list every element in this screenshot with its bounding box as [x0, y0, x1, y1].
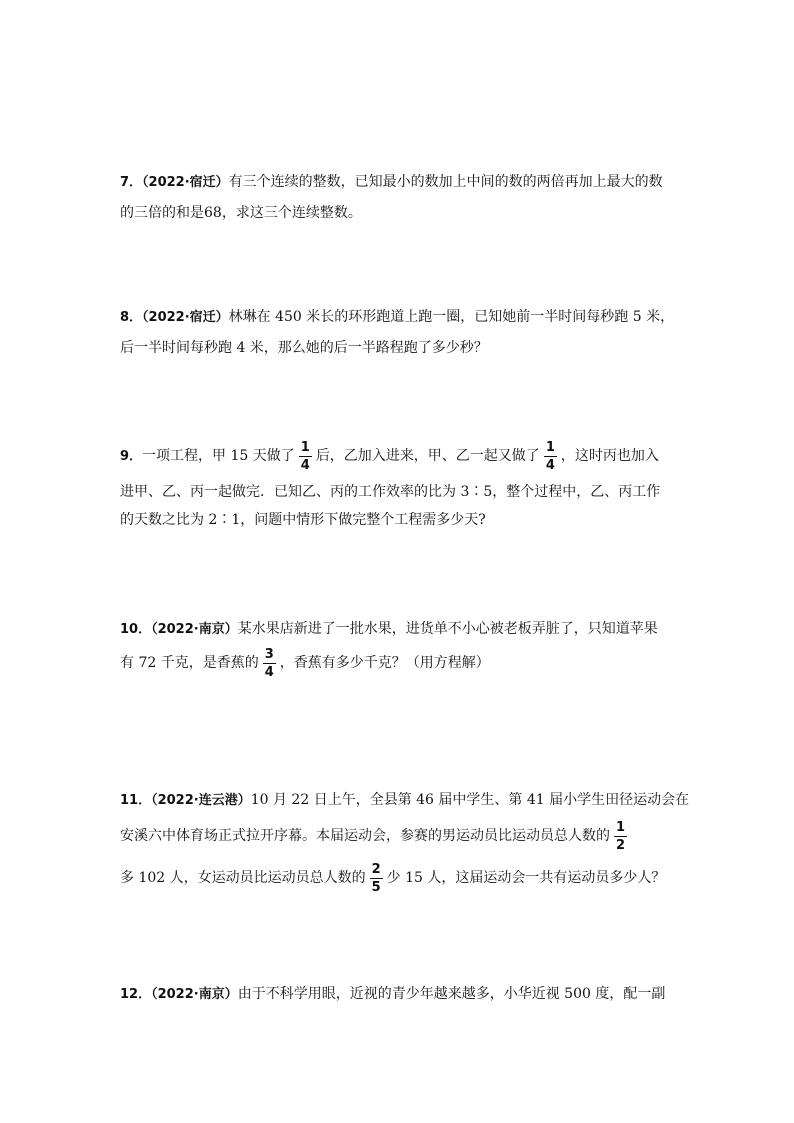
- question-7-line-1: [120, 172, 680, 193]
- question-11-line-1: [120, 790, 690, 811]
- question-text: 有 72 千克，是香蕉的: [120, 655, 259, 671]
- question-9-line-3: [120, 510, 680, 530]
- fraction-numerator: 1: [300, 439, 310, 455]
- question-text: 后一半时间每秒跑 4 米，那么她的后一半路程跑了多少秒？: [120, 340, 488, 356]
- fraction-denominator: 4: [264, 664, 274, 680]
- fraction: [299, 440, 312, 473]
- question-9-line-2: [120, 482, 680, 502]
- question-text: 某水果店新进了一批水果，进货单不小心被老板弄脏了，只知道苹果: [237, 621, 658, 637]
- fraction-numerator: 2: [371, 861, 381, 877]
- question-9: [120, 437, 680, 530]
- question-text: 林琳在 450 米长的环形跑道上跑一圈，已知她前一半时间每秒跑 5 米，: [228, 309, 675, 325]
- fraction-denominator: 5: [371, 879, 381, 895]
- question-11-line-3: [120, 859, 680, 897]
- question-text: 安溪六中体育场正式拉开序幕。本届运动会，参赛的男运动员比运动员总人数的: [120, 828, 610, 844]
- question-text: ，香蕉有多少千克？（用方程解）: [279, 655, 490, 671]
- question-number: 10．: [120, 622, 152, 637]
- question-text: 由于不科学用眼，近视的青少年越来越多，小华近视 500 度，配一副: [237, 986, 666, 1002]
- fraction-numerator: 3: [264, 646, 274, 662]
- fraction-denominator: 4: [300, 457, 310, 473]
- question-8-line-1: [120, 307, 680, 328]
- question-11-line-2: [120, 817, 680, 855]
- question-source: （2022·宿迁）: [142, 175, 229, 190]
- question-12: [120, 984, 680, 1005]
- fraction: [614, 820, 627, 853]
- fraction: [370, 862, 383, 895]
- question-number: 9．: [120, 449, 143, 464]
- question-11: [120, 790, 690, 897]
- question-7: [120, 172, 680, 223]
- fraction: [263, 647, 276, 680]
- question-8-line-2: [120, 338, 680, 358]
- fraction: [544, 440, 557, 473]
- fraction-numerator: 1: [545, 439, 555, 455]
- question-9-line-1: [120, 437, 680, 476]
- question-source: （2022·宿迁）: [142, 310, 229, 325]
- question-text: 一项工程，甲 15 天做了: [142, 448, 295, 464]
- question-source: （2022·南京）: [151, 622, 238, 637]
- question-7-line-2: [120, 203, 680, 223]
- question-text: ，这时丙也加入: [560, 448, 659, 464]
- question-text: 进甲、乙、丙一起做完．已知乙、丙的工作效率的比为 3∶5，整个过程中，乙、丙工作: [120, 484, 661, 500]
- question-12-line-1: [120, 984, 680, 1005]
- question-text: 少 15 人，这届运动会一共有运动员多少人？: [386, 870, 666, 886]
- question-source: （2022·南京）: [151, 987, 238, 1002]
- question-number: 8．: [120, 310, 143, 325]
- question-number: 7．: [120, 175, 143, 190]
- question-source: （2022·连云港）: [151, 793, 251, 808]
- fraction-numerator: 1: [616, 819, 626, 835]
- question-text: 10 月 22 日上午，全县第 46 届中学生、第 41 届小学生田径运动会在: [250, 792, 690, 808]
- question-text: 的天数之比为 2∶1，问题中情形下做完整个工程需多少天?: [120, 512, 486, 528]
- question-10: [120, 619, 680, 682]
- question-8: [120, 307, 680, 358]
- question-text: 后，乙加入进来，甲、乙一起又做了: [315, 448, 540, 464]
- fraction-denominator: 4: [545, 457, 555, 473]
- question-10-line-1: [120, 619, 680, 640]
- question-text: 多 102 人，女运动员比运动员总人数的: [120, 870, 366, 886]
- question-text: 有三个连续的整数，已知最小的数加上中间的数的两倍再加上最大的数: [228, 174, 663, 190]
- question-number: 12．: [120, 987, 152, 1002]
- question-number: 11．: [120, 793, 152, 808]
- fraction-denominator: 2: [616, 837, 626, 853]
- question-10-line-2: [120, 644, 680, 682]
- question-text: 的三倍的和是68，求这三个连续整数。: [120, 205, 362, 221]
